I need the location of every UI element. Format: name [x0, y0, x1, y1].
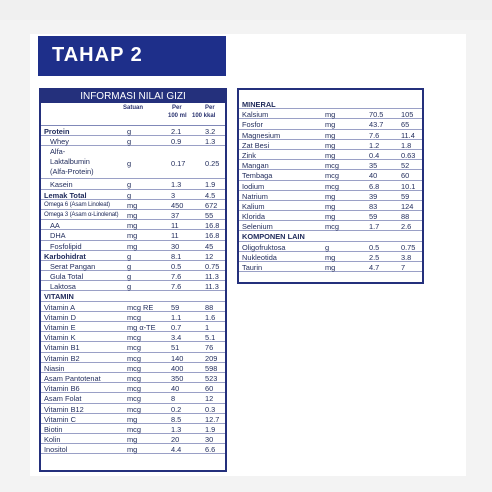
row-value-per-100kkal: 12 [205, 394, 214, 404]
row-label: Vitamin E [44, 323, 76, 332]
table-row [239, 242, 422, 252]
row-unit: mcg [127, 404, 141, 414]
row-value-per-100kkal: 598 [205, 363, 218, 373]
row-value-per-100kkal: 4.5 [205, 190, 216, 200]
row-unit: mg [325, 120, 336, 130]
row-value-per-100kkal: 124 [401, 201, 414, 211]
row-value-per-100ml: 11 [171, 231, 179, 241]
row-value-per-100kkal: 0.3 [205, 404, 216, 414]
table-row [41, 373, 225, 383]
row-value-per-100ml: 20 [171, 435, 180, 445]
row-label: Vitamin B6 [44, 384, 80, 394]
table-row [41, 210, 225, 220]
table-row [41, 332, 225, 342]
nutrition-table-title: INFORMASI NILAI GIZI [41, 90, 225, 103]
row-value-per-100kkal: 0.75 [401, 242, 416, 252]
row-value-per-100ml: 11 [171, 221, 179, 231]
row-value-per-100kkal: 16.8 [205, 231, 220, 241]
row-value-per-100kkal: 12 [205, 251, 214, 261]
row-label: Vitamin D [44, 312, 76, 322]
row-value-per-100kkal: 105 [401, 110, 414, 120]
row-value-per-100ml: 35 [369, 161, 378, 171]
row-label: Vitamin A [44, 302, 76, 312]
row-value-per-100ml: 30 [171, 241, 180, 251]
row-label: Natrium [242, 191, 268, 201]
row-value-per-100ml: 4.7 [369, 263, 380, 272]
row-value-per-100kkal: 10.1 [401, 181, 416, 191]
mineral-table [237, 88, 424, 284]
row-unit: mg [127, 231, 138, 241]
row-unit: g [127, 137, 132, 147]
table-row [239, 181, 422, 191]
row-label: Kolin [44, 435, 61, 445]
row-value-per-100kkal: 6.6 [205, 445, 216, 455]
row-unit: mcg [325, 171, 339, 181]
table-row [239, 191, 422, 201]
row-value-per-100kkal: 3.2 [205, 127, 216, 136]
row-label: Nukleotida [242, 252, 277, 262]
table-row [239, 119, 422, 129]
row-label: Zink [242, 150, 256, 160]
row-value-per-100ml: 400 [171, 363, 184, 373]
table-row [41, 414, 225, 424]
table-row [41, 271, 225, 281]
row-value-per-100ml: 7.6 [171, 282, 182, 292]
row-unit: mg [325, 252, 336, 262]
row-label: Laktosa [50, 282, 76, 292]
row-label: Niasin [44, 363, 65, 373]
row-label: Kalium [242, 201, 265, 211]
row-label: Vitamin B2 [44, 353, 80, 363]
row-value-per-100kkal: 1.9 [205, 424, 216, 434]
row-value-per-100kkal: 55 [205, 210, 214, 220]
row-unit: mcg [127, 424, 141, 434]
row-value-per-100ml: 0.2 [171, 404, 182, 414]
row-unit: mcg [127, 363, 141, 373]
table-row [41, 200, 225, 210]
table-row [41, 383, 225, 393]
row-unit: mcg [127, 353, 141, 363]
row-value-per-100kkal: 1.6 [205, 312, 216, 322]
row-value-per-100ml: 350 [171, 373, 184, 383]
row-label: Omega 6 (Asam Linoleat) [44, 200, 110, 208]
table-row [239, 109, 422, 119]
row-unit: g [127, 127, 132, 136]
row-value-per-100kkal: 88 [205, 302, 214, 312]
row-label: Iodium [242, 181, 265, 191]
row-label: Inositol [44, 445, 68, 455]
row-value-per-100ml: 450 [171, 200, 184, 210]
table-row [239, 252, 422, 262]
row-label: Vitamin K [44, 333, 76, 343]
row-value-per-100kkal: 65 [401, 120, 410, 130]
row-value-per-100kkal: 0.63 [401, 150, 416, 160]
row-value-per-100ml: 59 [171, 302, 180, 312]
table-row [239, 150, 422, 160]
table-row [41, 281, 225, 291]
table-row [239, 99, 422, 109]
row-label: Taurin [242, 263, 263, 272]
row-value-per-100kkal: 0.75 [205, 261, 220, 271]
row-label: Omega 3 (Asam α-Linolenat) [44, 210, 119, 218]
row-label: Protein [44, 127, 70, 136]
row-label: VITAMIN [44, 292, 74, 302]
row-unit: mcg [127, 343, 141, 353]
row-value-per-100kkal: 12.7 [205, 414, 220, 424]
row-value-per-100kkal: 7 [401, 263, 406, 272]
table-row [41, 251, 225, 261]
table-row [41, 404, 225, 414]
row-unit: mcg [127, 384, 141, 394]
row-label: Asam Pantotenat [44, 373, 101, 383]
unit-header: Satuan [123, 105, 144, 111]
row-value-per-100ml: 1.7 [369, 222, 380, 232]
row-value-per-100ml: 8 [171, 394, 176, 404]
row-label: Fosfolipid [50, 241, 82, 251]
row-value-per-100ml: 8.1 [171, 251, 182, 261]
table-row [41, 342, 225, 352]
row-label: Magnesium [242, 130, 281, 140]
row-value-per-100ml: 4.4 [171, 445, 182, 455]
row-unit: mg [127, 221, 138, 231]
row-label: MINERAL [242, 100, 276, 109]
table-row [41, 424, 225, 434]
row-value-per-100kkal: 0.25 [205, 159, 220, 169]
row-value-per-100kkal: 60 [205, 384, 214, 394]
row-value-per-100ml: 51 [171, 343, 180, 353]
per100ml-header-line2: 100 ml [168, 113, 187, 119]
row-value-per-100kkal: 2.6 [401, 222, 412, 232]
row-unit: mcg [325, 161, 339, 171]
table-row [239, 130, 422, 140]
row-unit: mcg RE [127, 302, 154, 312]
top-strip [0, 0, 492, 20]
table-row [41, 261, 225, 271]
table-row [239, 231, 422, 241]
row-value-per-100ml: 1.2 [369, 140, 380, 150]
row-value-per-100ml: 140 [171, 353, 184, 363]
row-value-per-100kkal: 1.8 [401, 140, 412, 150]
row-label: Kalsium [242, 110, 269, 120]
row-value-per-100kkal: 88 [401, 212, 410, 222]
row-value-per-100ml: 7.6 [369, 130, 380, 140]
table-row [239, 170, 422, 180]
row-value-per-100ml: 2.5 [369, 252, 380, 262]
row-unit: g [127, 159, 132, 169]
row-value-per-100kkal: 30 [205, 435, 214, 445]
row-value-per-100ml: 0.9 [171, 137, 182, 147]
table-row [41, 179, 225, 189]
row-unit: mg [325, 191, 336, 201]
row-value-per-100kkal: 76 [205, 343, 214, 353]
row-label: AA [50, 221, 60, 231]
row-value-per-100kkal: 16.8 [205, 221, 220, 231]
row-value-per-100ml: 7.6 [171, 272, 182, 282]
row-label: Alfa- Laktalbumin (Alfa-Protein) [50, 147, 94, 177]
row-value-per-100ml: 59 [369, 212, 378, 222]
row-label: Gula Total [50, 272, 84, 282]
table-row [239, 201, 422, 211]
row-unit: g [127, 282, 132, 292]
row-value-per-100ml: 2.1 [171, 127, 182, 136]
row-unit: mg [325, 201, 336, 211]
per100kkal-header-line2: 100 kkal [192, 113, 216, 119]
row-unit: mcg [127, 312, 141, 322]
row-unit: g [127, 190, 132, 200]
row-unit: mg [127, 414, 138, 424]
table-row [239, 160, 422, 170]
row-label: Selenium [242, 222, 273, 232]
row-value-per-100kkal: 45 [205, 241, 214, 251]
table-row [41, 146, 225, 179]
table-row [41, 434, 225, 444]
table-row [41, 241, 225, 251]
row-unit: mcg [127, 333, 141, 343]
table-row [41, 363, 225, 373]
row-value-per-100ml: 0.5 [171, 261, 182, 271]
row-label: Whey [50, 137, 69, 147]
row-value-per-100kkal: 11.4 [401, 130, 415, 140]
row-value-per-100kkal: 1.9 [205, 180, 216, 190]
row-label: DHA [50, 231, 66, 241]
row-value-per-100ml: 3 [171, 190, 176, 200]
nutrition-rows [41, 126, 225, 454]
row-value-per-100ml: 0.17 [171, 159, 186, 169]
row-value-per-100ml: 40 [369, 171, 378, 181]
row-value-per-100kkal: 5.1 [205, 333, 216, 343]
table-row [239, 140, 422, 150]
table-row [41, 444, 225, 454]
row-label: Vitamin C [44, 414, 76, 424]
table-row [41, 126, 225, 136]
row-label: Serat Pangan [50, 261, 96, 271]
table-row [41, 136, 225, 146]
row-value-per-100ml: 6.8 [369, 181, 380, 191]
row-unit: mg [127, 210, 138, 220]
row-value-per-100ml: 83 [369, 201, 378, 211]
table-row [41, 302, 225, 312]
row-value-per-100ml: 8.5 [171, 414, 182, 424]
row-unit: g [127, 272, 132, 282]
table-row [41, 291, 225, 301]
row-label: Klorida [242, 212, 266, 222]
per100kkal-header-line1: Per [205, 105, 215, 111]
table-row [239, 221, 422, 231]
row-value-per-100kkal: 1.3 [205, 137, 216, 147]
table-row [41, 312, 225, 322]
row-value-per-100kkal: 209 [205, 353, 218, 363]
row-unit: g [325, 242, 330, 252]
nutrition-table [39, 88, 227, 472]
row-unit: mg [127, 445, 138, 455]
row-value-per-100ml: 1.3 [171, 424, 182, 434]
row-unit: mg [127, 435, 138, 445]
row-label: Vitamin B1 [44, 343, 80, 353]
row-label: Karbohidrat [44, 251, 86, 261]
table-row [239, 211, 422, 221]
row-label: Asam Folat [44, 394, 82, 404]
row-value-per-100ml: 70.5 [369, 110, 384, 120]
row-unit: mg [325, 130, 336, 140]
row-unit: mg α-TE [127, 323, 156, 332]
row-value-per-100kkal: 59 [401, 191, 410, 201]
table-row [41, 353, 225, 363]
row-value-per-100ml: 0.7 [171, 323, 182, 332]
row-unit: mcg [127, 373, 141, 383]
row-label: Oligofruktosa [242, 242, 286, 252]
row-value-per-100kkal: 523 [205, 373, 218, 383]
row-label: Lemak Total [44, 190, 87, 200]
row-label: Fosfor [242, 120, 263, 130]
row-value-per-100kkal: 1 [205, 323, 210, 332]
row-label: Vitamin B12 [44, 404, 84, 414]
row-unit: mg [325, 212, 336, 222]
row-label: Mangan [242, 161, 269, 171]
row-value-per-100ml: 40 [171, 384, 180, 394]
table-row [239, 262, 422, 272]
row-value-per-100kkal: 52 [401, 161, 410, 171]
row-label: Kasein [50, 180, 73, 190]
table-row [41, 393, 225, 403]
row-unit: mcg [325, 181, 339, 191]
row-value-per-100ml: 0.4 [369, 150, 380, 160]
row-unit: g [127, 261, 132, 271]
row-value-per-100ml: 43.7 [369, 120, 384, 130]
table-row [41, 230, 225, 240]
row-value-per-100ml: 37 [171, 210, 180, 220]
row-value-per-100ml: 39 [369, 191, 378, 201]
mineral-rows [239, 90, 422, 272]
row-value-per-100kkal: 11.3 [205, 272, 219, 282]
row-unit: g [127, 180, 132, 190]
table-row [41, 220, 225, 230]
row-value-per-100ml: 1.1 [171, 312, 182, 322]
stage-banner [38, 36, 226, 76]
row-value-per-100kkal: 3.8 [401, 252, 412, 262]
row-label: Zat Besi [242, 140, 270, 150]
row-unit: mg [127, 241, 138, 251]
row-value-per-100ml: 0.5 [369, 242, 380, 252]
row-unit: mg [325, 110, 336, 120]
row-value-per-100ml: 1.3 [171, 180, 182, 190]
row-value-per-100kkal: 60 [401, 171, 410, 181]
row-label: Tembaga [242, 171, 273, 181]
row-unit: mcg [325, 222, 339, 232]
row-value-per-100kkal: 11.3 [205, 282, 219, 292]
stage-title: TAHAP 2 [52, 44, 143, 66]
per100ml-header-line1: Per [172, 105, 182, 111]
row-unit: mcg [127, 394, 141, 404]
row-label: KOMPONEN LAIN [242, 232, 305, 242]
row-unit: g [127, 251, 132, 261]
nutrition-column-headers [41, 103, 225, 126]
row-unit: mg [325, 150, 336, 160]
table-row [41, 190, 225, 200]
table-row [41, 322, 225, 332]
row-value-per-100ml: 3.4 [171, 333, 182, 343]
row-value-per-100kkal: 672 [205, 200, 218, 210]
row-unit: mg [127, 200, 138, 210]
row-unit: mg [325, 140, 336, 150]
row-label: Biotin [44, 424, 63, 434]
row-unit: mg [325, 263, 336, 272]
